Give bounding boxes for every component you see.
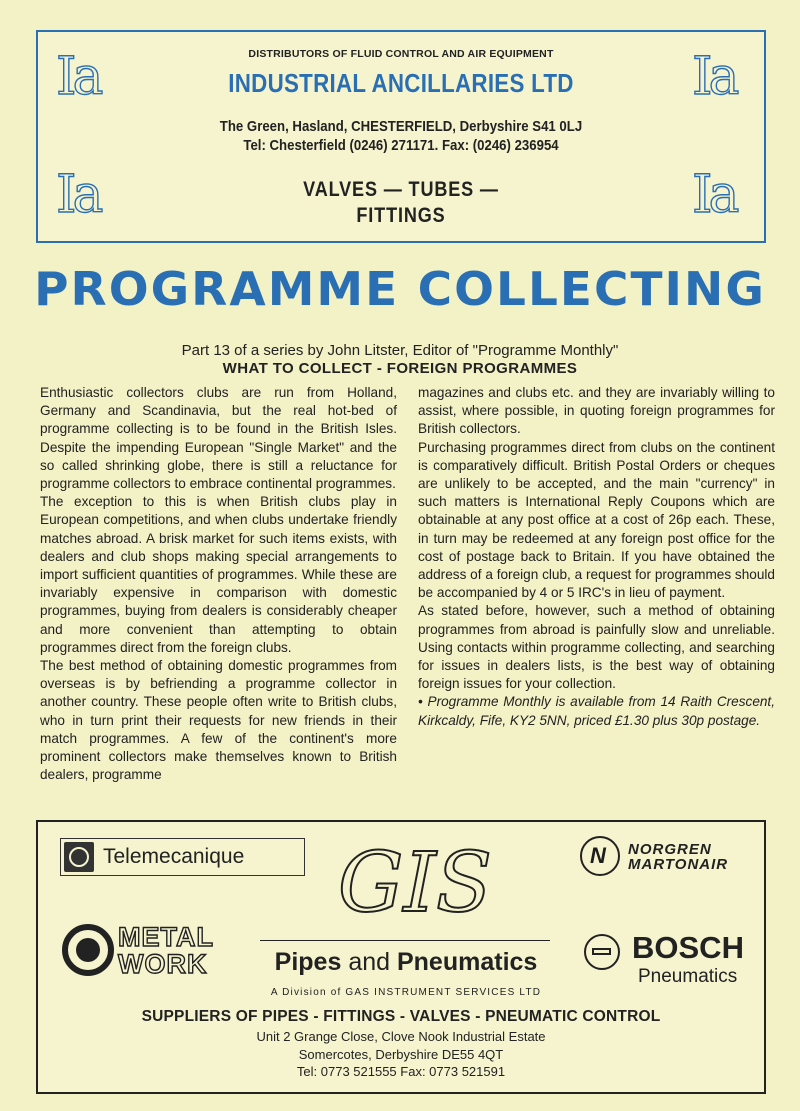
ia-logo-icon: Ia bbox=[56, 165, 100, 225]
company-name: INDUSTRIAL ANCILLARIES LTD bbox=[228, 68, 574, 98]
advert-address-line-1: Unit 2 Grange Close, Clove Nook Industrial Estate bbox=[256, 1029, 546, 1044]
ia-logo-icon: Ia bbox=[692, 165, 736, 225]
pipes-word: Pipes bbox=[274, 948, 342, 976]
paragraph: As stated before, however, such a method of obtaining programmes from abroad is painfully slow and unreliable. Using contacts within programme collecting, and searching for issues in dealers lists, is the best way of obtaining foreign issues for your collection. bbox=[418, 603, 775, 692]
ia-logo-icon: Ia bbox=[56, 47, 100, 107]
article-column-left bbox=[40, 384, 397, 784]
bosch-name: BOSCH bbox=[632, 930, 744, 965]
company-telephone: Tel: Chesterfield (0246) 271171. Fax: (0246) 236954 bbox=[243, 137, 559, 154]
bosch-subtitle: Pneumatics bbox=[638, 966, 738, 987]
industrial-ancillaries-advert bbox=[36, 30, 766, 243]
products-line-1: VALVES — TUBES — bbox=[303, 178, 499, 201]
footnote: • Programme Monthly is available from 14 Raith Crescent, Kirkcaldy, Fife, KY2 5NN, priced £1.30 plus 30p postage. bbox=[418, 694, 775, 728]
paragraph: The exception to this is when British clubs play in European competitions, and when clubs undertake friendly matches abroad. A brisk market for such items exists, with dealers and club shops making special arrangements to import sufficient quantities of programmes. While these are invariably expensive in comparison with domestic programmes, buying from dealers is considerably cheaper and more convenient than attempting to obtain programmes direct from the foreign clubs. bbox=[40, 494, 397, 655]
suppliers-line: SUPPLIERS OF PIPES - FITTINGS - VALVES - PNEUMATIC CONTROL bbox=[141, 1008, 661, 1025]
norgren-line-2: MARTONAIR bbox=[628, 856, 729, 873]
bosch-logo bbox=[584, 932, 764, 992]
article-headline: PROGRAMME COLLECTING bbox=[34, 262, 766, 316]
paragraph: Purchasing programmes direct from clubs on the continent is comparatively difficult. British Postal Orders or cheques are unlikely to be accepted, and the main "currency" in such matters is International Reply Coupons which are obtainable at any post office at a cost of 26p each. These, in turn may be redeemed at any foreign post office for the cost of postage back to Britain. If you have obtained the address of a foreign club, a request for programmes should be accompanied by 4 or 5 IRC's in lieu of payment. bbox=[418, 439, 775, 601]
pneumatics-word: Pneumatics bbox=[396, 948, 538, 976]
article-byline: Part 13 of a series by John Litster, Editor of "Programme Monthly" bbox=[181, 342, 619, 359]
telemecanique-emblem-icon bbox=[64, 842, 94, 872]
divider bbox=[260, 940, 550, 941]
and-word: and bbox=[348, 948, 391, 976]
norgren-line-1: NORGREN bbox=[628, 841, 712, 858]
article-column-right bbox=[418, 384, 775, 730]
products-line-2: FITTINGS bbox=[356, 204, 446, 227]
metal-work-name bbox=[118, 924, 214, 978]
gis-pipes-pneumatics-advert bbox=[36, 820, 766, 1094]
paragraph: magazines and clubs etc. and they are invariably willing to assist, where possible, in quoting foreign programmes for British collectors. bbox=[418, 385, 775, 437]
division-line: A Division of GAS INSTRUMENT SERVICES LTD bbox=[270, 987, 542, 998]
norgren-emblem-icon: N bbox=[580, 836, 620, 876]
metal-line-2: WORK bbox=[118, 949, 208, 979]
norgren-name bbox=[628, 842, 728, 872]
pipes-and-pneumatics-title bbox=[256, 948, 556, 977]
gis-logo: GIS bbox=[338, 836, 493, 931]
norgren-martonair-logo bbox=[580, 836, 760, 886]
article-subtitle: WHAT TO COLLECT - FOREIGN PROGRAMMES bbox=[222, 360, 578, 377]
paragraph: The best method of obtaining domestic programmes from overseas is by befriending a programme collector in another country. These people often write to British clubs, who in turn print their requests for new friends in their match programmes. A few of the continent's more prominent collectors make themselves known to British dealers, programme bbox=[40, 658, 397, 783]
ia-logo-icon: Ia bbox=[692, 47, 736, 107]
advert-address-line-2: Somercotes, Derbyshire DE55 4QT bbox=[298, 1047, 504, 1062]
metal-line-1: METAL bbox=[118, 922, 214, 952]
telemecanique-name: Telemecanique bbox=[103, 845, 245, 868]
paragraph: Enthusiastic collectors clubs are run from Holland, Germany and Scandinavia, but the real hot-bed of programme collecting is to be found in the British Isles. Despite the impending European "Single Market" and the so called shrinking globe, there is still a reluctance for programme collectors to embrace continental programmes. bbox=[40, 385, 397, 492]
metal-work-logo bbox=[62, 922, 212, 982]
advert-telephone: Tel: 0773 521555 Fax: 0773 521591 bbox=[296, 1064, 506, 1079]
metal-work-emblem-icon bbox=[62, 924, 114, 976]
company-address: The Green, Hasland, CHESTERFIELD, Derbyshire S41 0LJ bbox=[219, 118, 583, 135]
bosch-emblem-icon bbox=[584, 934, 620, 970]
telemecanique-logo bbox=[60, 838, 305, 876]
distributor-line: DISTRIBUTORS OF FLUID CONTROL AND AIR EQUIPMENT bbox=[248, 48, 554, 60]
